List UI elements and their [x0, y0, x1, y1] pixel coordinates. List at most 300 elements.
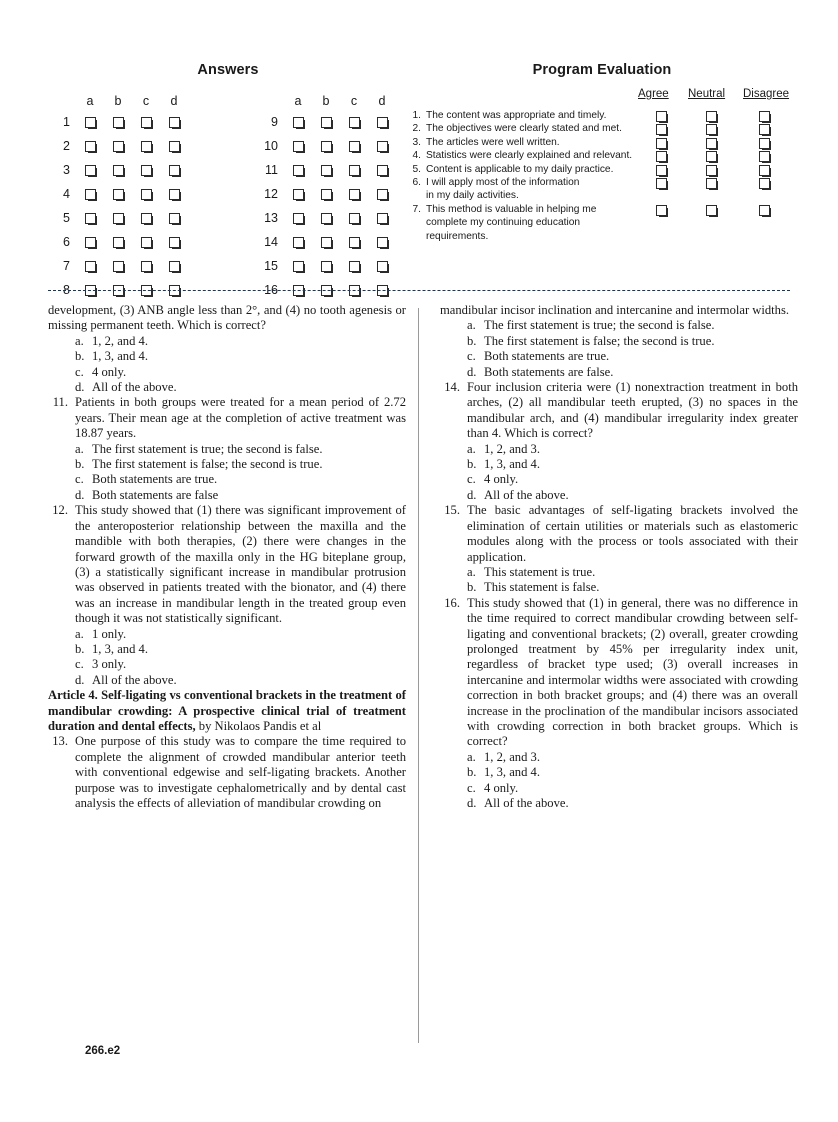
checkbox-icon[interactable]: [349, 165, 360, 176]
answers-corner: [48, 88, 76, 110]
evaluation-item-text: [406, 109, 798, 122]
checkbox-icon-neutral[interactable]: [706, 151, 717, 162]
answer-cell-a[interactable]: [284, 182, 312, 206]
answers-row: [256, 206, 396, 230]
checkbox-icon-disagree[interactable]: [759, 165, 770, 176]
option-text: 1 only.: [92, 626, 127, 641]
checkbox-icon[interactable]: [113, 237, 124, 248]
option-letter: d.: [75, 672, 85, 687]
checkbox-icon-neutral[interactable]: [706, 138, 717, 149]
checkbox-icon[interactable]: [293, 213, 304, 224]
program-evaluation-title: Program Evaluation: [532, 62, 672, 78]
answer-cell-d[interactable]: [368, 110, 396, 134]
option-item: [48, 442, 406, 457]
answers-row: [48, 206, 188, 230]
evaluation-item: [406, 203, 798, 243]
checkbox-icon[interactable]: [321, 165, 332, 176]
checkbox-icon-neutral[interactable]: [706, 165, 717, 176]
answer-cell-d[interactable]: [160, 206, 188, 230]
answer-cell-c[interactable]: [132, 206, 160, 230]
question-text: Patients in both groups were treated for a mean period of 2.72 years. Their mean age at the completion of active treatment was 18.87 years.: [75, 395, 406, 441]
option-item: [48, 457, 406, 472]
option-text: Both statements are false.: [484, 364, 614, 379]
answer-cell-c[interactable]: [340, 134, 368, 158]
checkbox-icon-neutral[interactable]: [706, 205, 717, 216]
answer-cell-b[interactable]: [104, 134, 132, 158]
answers-row-number: 13: [264, 211, 278, 225]
checkbox-icon[interactable]: [377, 117, 388, 128]
question-text: This study showed that (1) there was significant improvement of the anteroposterior relationship between the maxilla and the mandible with both therapies, (2) there were changes in the forward growth of the maxilla only in the HG biteplane group, (3) a statistically significant increase in mandibular protrusion was observed in patients treated with the bionator, and (4) there was an increase in mandibular length in the treated group even though it was not statistically significant.: [75, 503, 406, 626]
option-text: 4 only.: [92, 364, 127, 379]
answer-cell-d[interactable]: [368, 230, 396, 254]
continued-question-text: development, (3) ANB angle less than 2°, and (4) no tooth agenesis or missing permanent teeth. Which is correct?: [48, 303, 406, 333]
answer-cell-c[interactable]: [132, 134, 160, 158]
evaluation-item: [406, 176, 798, 203]
option-text: 4 only.: [484, 472, 519, 487]
checkbox-icon[interactable]: [85, 141, 96, 152]
checkbox-icon[interactable]: [377, 189, 388, 200]
question-number: 15.: [444, 503, 460, 518]
checkbox-icon-agree[interactable]: [656, 151, 667, 162]
option-letter: c.: [467, 472, 476, 487]
evaluation-item-text: [406, 203, 798, 216]
answer-cell-c[interactable]: [340, 254, 368, 278]
option-item: [440, 580, 798, 595]
answer-cell-b[interactable]: [312, 182, 340, 206]
article-heading: [48, 688, 406, 734]
evaluation-item-line: The objectives were clearly stated and met.: [426, 123, 622, 135]
question-number: 13.: [52, 734, 68, 749]
answer-cell-c[interactable]: [132, 110, 160, 134]
answers-row: [256, 110, 396, 134]
answers-col-d: d: [378, 94, 386, 108]
checkbox-icon[interactable]: [293, 189, 304, 200]
checkbox-icon[interactable]: [169, 117, 180, 128]
option-text: Both statements are true.: [92, 472, 218, 487]
checkbox-icon-disagree[interactable]: [759, 151, 770, 162]
option-letter: c.: [467, 349, 476, 364]
answer-cell-b[interactable]: [312, 134, 340, 158]
checkbox-icon[interactable]: [85, 189, 96, 200]
answers-row: [48, 230, 188, 254]
evaluation-item-number: 2.: [412, 123, 421, 135]
scale-header-agree: Agree: [638, 88, 669, 100]
checkbox-icon[interactable]: [141, 117, 152, 128]
answer-cell-c[interactable]: [132, 254, 160, 278]
option-text: 1, 3, and 4.: [92, 349, 148, 364]
option-letter: d.: [75, 380, 85, 395]
option-letter: c.: [75, 657, 84, 672]
checkbox-icon[interactable]: [293, 237, 304, 248]
option-text: Both statements are true.: [484, 349, 610, 364]
checkbox-icon[interactable]: [141, 261, 152, 272]
answer-cell-b[interactable]: [312, 254, 340, 278]
answer-cell-c[interactable]: [340, 158, 368, 182]
option-item: [48, 673, 406, 688]
option-item: [440, 765, 798, 780]
answer-cell-c[interactable]: [340, 110, 368, 134]
answers-row: [256, 158, 396, 182]
answers-row: [48, 134, 188, 158]
evaluation-item-text-cont: [406, 189, 798, 202]
checkbox-icon[interactable]: [349, 141, 360, 152]
checkbox-icon-neutral[interactable]: [706, 111, 717, 122]
evaluation-item-text-cont: [406, 216, 798, 229]
answer-cell-d[interactable]: [368, 206, 396, 230]
option-text: 4 only.: [484, 780, 519, 795]
option-item: [48, 488, 406, 503]
answers-col-a: a: [86, 94, 94, 108]
evaluation-item-number: 5.: [412, 163, 421, 175]
answer-cell-b[interactable]: [312, 110, 340, 134]
evaluation-item-text: [406, 163, 798, 176]
option-text: All of the above.: [92, 672, 177, 687]
answer-cell-c[interactable]: [340, 182, 368, 206]
checkbox-icon[interactable]: [377, 237, 388, 248]
answers-col-b: b: [322, 94, 330, 108]
option-letter: b.: [467, 457, 477, 472]
answer-cell-d[interactable]: [368, 158, 396, 182]
checkbox-icon[interactable]: [169, 261, 180, 272]
answer-cell-c[interactable]: [340, 206, 368, 230]
checkbox-icon-agree[interactable]: [656, 138, 667, 149]
checkbox-icon[interactable]: [349, 237, 360, 248]
option-item: [440, 365, 798, 380]
evaluation-item-number: 1.: [412, 110, 421, 121]
question-number: 16.: [444, 595, 460, 610]
checkbox-icon[interactable]: [85, 237, 96, 248]
column-divider: [418, 308, 419, 1043]
answers-col-a: a: [294, 94, 302, 108]
option-text: 1, 3, and 4.: [484, 457, 540, 472]
checkbox-icon[interactable]: [169, 213, 180, 224]
checkbox-icon[interactable]: [293, 165, 304, 176]
answer-cell-a[interactable]: [284, 230, 312, 254]
answers-row-number: 14: [264, 235, 278, 249]
option-letter: b.: [467, 765, 477, 780]
answer-cell-a[interactable]: [284, 254, 312, 278]
answer-cell-d[interactable]: [160, 158, 188, 182]
checkbox-icon-agree[interactable]: [656, 124, 667, 135]
option-text: The first statement is false; the second is true.: [92, 457, 323, 472]
program-evaluation-section: [406, 62, 798, 243]
question-16: [440, 596, 798, 750]
evaluation-item: [406, 149, 798, 162]
answer-cell-d[interactable]: [368, 134, 396, 158]
answers-grid-1-8: [48, 88, 188, 302]
left-column: [48, 303, 406, 811]
article-body: [0, 303, 838, 1063]
evaluation-item: [406, 122, 798, 135]
option-letter: c.: [75, 364, 84, 379]
checkbox-icon-neutral[interactable]: [706, 124, 717, 135]
option-letter: d.: [75, 487, 85, 502]
answer-cell-b[interactable]: [104, 158, 132, 182]
option-item: [440, 318, 798, 333]
option-item: [440, 796, 798, 811]
evaluation-scale-header: [406, 88, 798, 106]
answer-cell-c[interactable]: [132, 230, 160, 254]
answer-cell-d[interactable]: [160, 254, 188, 278]
checkbox-icon[interactable]: [321, 213, 332, 224]
answer-cell-a[interactable]: [76, 158, 104, 182]
checkbox-icon[interactable]: [141, 213, 152, 224]
page-folio: 266.e2: [85, 1045, 121, 1057]
evaluation-item-number: 4.: [412, 150, 421, 162]
option-text: All of the above.: [92, 380, 177, 395]
answer-cell-a[interactable]: [76, 182, 104, 206]
checkbox-icon-disagree[interactable]: [759, 111, 770, 122]
checkbox-icon[interactable]: [293, 117, 304, 128]
answer-cell-b[interactable]: [104, 206, 132, 230]
answers-row: [256, 134, 396, 158]
checkbox-icon[interactable]: [169, 237, 180, 248]
answers-row-number: 2: [63, 139, 70, 153]
option-item: [440, 442, 798, 457]
checkbox-icon[interactable]: [85, 213, 96, 224]
answers-row: [48, 254, 188, 278]
option-letter: b.: [467, 333, 477, 348]
right-column: [440, 303, 798, 811]
form-area: [0, 0, 838, 297]
evaluation-item: [406, 109, 798, 122]
evaluation-item-line: The content was appropriate and timely.: [426, 110, 607, 121]
checkbox-icon-agree[interactable]: [656, 165, 667, 176]
question-text: One purpose of this study was to compare the time required to complete the alignment of crowded mandibular anterior teeth with conventional edgewise and self-ligating brackets. Another purpose was to investigate cephalometrically and by dental cast analysis the effects of alleviation of mandibular crowding on: [75, 734, 406, 810]
checkbox-icon-agree[interactable]: [656, 178, 667, 189]
option-text: 1, 3, and 4.: [484, 765, 540, 780]
answer-cell-c[interactable]: [132, 182, 160, 206]
option-item: [440, 457, 798, 472]
checkbox-icon[interactable]: [141, 189, 152, 200]
option-item: [440, 334, 798, 349]
option-letter: b.: [467, 580, 477, 595]
checkbox-icon[interactable]: [85, 261, 96, 272]
checkbox-icon[interactable]: [85, 117, 96, 128]
answers-row: [256, 230, 396, 254]
answer-cell-a[interactable]: [284, 206, 312, 230]
checkbox-icon[interactable]: [169, 165, 180, 176]
checkbox-icon[interactable]: [377, 141, 388, 152]
scale-header-disagree: Disagree: [743, 88, 790, 100]
checkbox-icon[interactable]: [321, 189, 332, 200]
option-item: [48, 334, 406, 349]
option-text: All of the above.: [484, 796, 569, 810]
option-text: 1, 2, and 4.: [92, 333, 148, 348]
checkbox-icon[interactable]: [293, 141, 304, 152]
evaluation-item-number: 6.: [412, 177, 421, 189]
option-item: [440, 488, 798, 503]
option-item: [440, 565, 798, 580]
option-letter: c.: [75, 472, 84, 487]
checkbox-icon[interactable]: [377, 261, 388, 272]
checkbox-icon[interactable]: [141, 237, 152, 248]
checkbox-icon[interactable]: [321, 117, 332, 128]
checkbox-icon[interactable]: [321, 141, 332, 152]
checkbox-icon[interactable]: [113, 189, 124, 200]
checkbox-icon[interactable]: [321, 261, 332, 272]
answer-cell-a[interactable]: [76, 230, 104, 254]
answer-cell-a[interactable]: [76, 206, 104, 230]
answer-cell-c[interactable]: [340, 230, 368, 254]
evaluation-item-line: This method is valuable in helping me: [426, 203, 597, 215]
answers-row: [48, 110, 188, 134]
answer-cell-a[interactable]: [76, 134, 104, 158]
checkbox-icon[interactable]: [169, 141, 180, 152]
checkbox-icon[interactable]: [113, 117, 124, 128]
evaluation-item-text: [406, 122, 798, 135]
option-text: The first statement is true; the second is false.: [92, 441, 323, 456]
checkbox-icon[interactable]: [377, 213, 388, 224]
answer-cell-b[interactable]: [312, 158, 340, 182]
option-text: Both statements are false: [92, 487, 219, 502]
answers-grids: [48, 88, 408, 302]
checkbox-icon-agree[interactable]: [656, 111, 667, 122]
answers-grid-9-16: [256, 88, 396, 302]
evaluation-item-line: in my daily activities.: [426, 190, 519, 202]
answer-cell-b[interactable]: [312, 230, 340, 254]
checkbox-icon-disagree[interactable]: [759, 178, 770, 189]
answers-row-number: 10: [264, 139, 278, 153]
checkbox-icon-disagree[interactable]: [759, 205, 770, 216]
answers-row-number: 9: [271, 115, 278, 129]
answers-col-c: c: [142, 94, 150, 108]
answer-cell-b[interactable]: [104, 182, 132, 206]
checkbox-icon[interactable]: [85, 165, 96, 176]
option-item: [48, 627, 406, 642]
checkbox-icon-disagree[interactable]: [759, 124, 770, 135]
evaluation-item: [406, 163, 798, 176]
option-item: [48, 365, 406, 380]
answer-cell-d[interactable]: [160, 230, 188, 254]
answers-col-d: d: [170, 94, 178, 108]
checkbox-icon-neutral[interactable]: [706, 178, 717, 189]
answer-cell-b[interactable]: [104, 110, 132, 134]
checkbox-icon[interactable]: [169, 189, 180, 200]
answer-cell-b[interactable]: [104, 254, 132, 278]
evaluation-item-line: Statistics were clearly explained and relevant.: [426, 150, 633, 162]
checkbox-icon[interactable]: [349, 261, 360, 272]
answers-row-number: 6: [63, 235, 70, 249]
option-text: 1, 3, and 4.: [92, 641, 148, 656]
evaluation-item-text: [406, 136, 798, 149]
option-letter: d.: [467, 796, 477, 810]
question-15: [440, 503, 798, 565]
answer-cell-c[interactable]: [132, 158, 160, 182]
evaluation-item-number: 3.: [412, 136, 421, 148]
option-text: 1, 2, and 3.: [484, 749, 540, 764]
answer-cell-d[interactable]: [368, 254, 396, 278]
question-text: This study showed that (1) in general, there was no difference in the time required to correct mandibular crowding between self-ligating and conventional brackets; (2) overall, greater crowding prolonged treatment by 45% per irregularity index unit, regardless of bracket type used; (3) overall increases in intercanine and intermolar widths were associated with crowding correction in both bracket groups; and (4) there was an overall increase in the proclination of the mandibular incisors associated with crowding correction in both bracket groups. Which is correct?: [467, 595, 798, 749]
answers-row: [48, 158, 188, 182]
option-item: [440, 781, 798, 796]
option-text: The first statement is false; the second is true.: [484, 333, 715, 348]
checkbox-icon[interactable]: [141, 165, 152, 176]
checkbox-icon[interactable]: [113, 213, 124, 224]
option-letter: b.: [75, 641, 85, 656]
option-text: The first statement is true; the second is false.: [484, 318, 715, 333]
answer-cell-d[interactable]: [160, 182, 188, 206]
option-item: [48, 657, 406, 672]
checkbox-icon[interactable]: [293, 261, 304, 272]
evaluation-item: [406, 136, 798, 149]
option-text: 3 only.: [92, 657, 127, 672]
question-14: [440, 380, 798, 442]
section-divider: [48, 290, 790, 291]
option-letter: a.: [467, 441, 476, 456]
evaluation-item-number: 7.: [412, 203, 421, 215]
answers-row-number: 4: [63, 187, 70, 201]
checkbox-icon-agree[interactable]: [656, 205, 667, 216]
scale-header-neutral: Neutral: [688, 88, 726, 100]
checkbox-icon[interactable]: [321, 237, 332, 248]
option-letter: b.: [75, 457, 85, 472]
evaluation-item-text: [406, 176, 798, 189]
question-12: [48, 503, 406, 626]
answers-row-number: 8: [63, 283, 70, 297]
answers-row-number: 3: [63, 163, 70, 177]
option-letter: a.: [75, 626, 84, 641]
answer-cell-a[interactable]: [284, 110, 312, 134]
answers-corner: [256, 88, 284, 110]
option-item: [440, 750, 798, 765]
evaluation-items: [406, 109, 798, 243]
checkbox-icon[interactable]: [141, 141, 152, 152]
checkbox-icon[interactable]: [377, 165, 388, 176]
option-letter: a.: [467, 749, 476, 764]
answers-row-number: 5: [63, 211, 70, 225]
answer-cell-d[interactable]: [160, 134, 188, 158]
answers-row-number: 11: [265, 163, 278, 177]
answers-row-number: 7: [63, 259, 70, 273]
option-letter: d.: [467, 364, 477, 379]
evaluation-item-line: requirements.: [426, 230, 489, 242]
answers-header-row: [48, 88, 188, 110]
answers-row: [256, 182, 396, 206]
option-letter: c.: [467, 780, 476, 795]
option-item: [48, 642, 406, 657]
answer-cell-d[interactable]: [368, 182, 396, 206]
checkbox-icon[interactable]: [349, 189, 360, 200]
checkbox-icon[interactable]: [349, 213, 360, 224]
answers-title: Answers: [197, 62, 259, 78]
option-item: [440, 349, 798, 364]
answers-row-number: 15: [264, 259, 278, 273]
answers-section: [48, 62, 408, 302]
checkbox-icon[interactable]: [349, 117, 360, 128]
answer-cell-a[interactable]: [76, 254, 104, 278]
answer-cell-a[interactable]: [76, 110, 104, 134]
option-text: This statement is false.: [484, 580, 600, 595]
question-number: 14.: [444, 380, 460, 395]
answers-row-number: 16: [264, 283, 278, 297]
answer-cell-a[interactable]: [284, 134, 312, 158]
answers-col-b: b: [114, 94, 122, 108]
checkbox-icon[interactable]: [113, 165, 124, 176]
checkbox-icon[interactable]: [113, 261, 124, 272]
evaluation-item-line: Content is applicable to my daily practice.: [426, 163, 614, 175]
question-text: Four inclusion criteria were (1) nonextraction treatment in both arches, (2) all mandibular teeth erupted, (3) no spaces in the mandibular arch, and (4) mandibular irregularity index greater than 4. Which is correct?: [467, 380, 798, 441]
answer-cell-a[interactable]: [284, 158, 312, 182]
answers-row: [48, 182, 188, 206]
evaluation-item-line: The articles were well written.: [426, 136, 560, 148]
answer-cell-b[interactable]: [312, 206, 340, 230]
option-letter: a.: [75, 441, 84, 456]
checkbox-icon-disagree[interactable]: [759, 138, 770, 149]
checkbox-icon[interactable]: [113, 141, 124, 152]
answer-cell-d[interactable]: [160, 110, 188, 134]
answer-cell-b[interactable]: [104, 230, 132, 254]
